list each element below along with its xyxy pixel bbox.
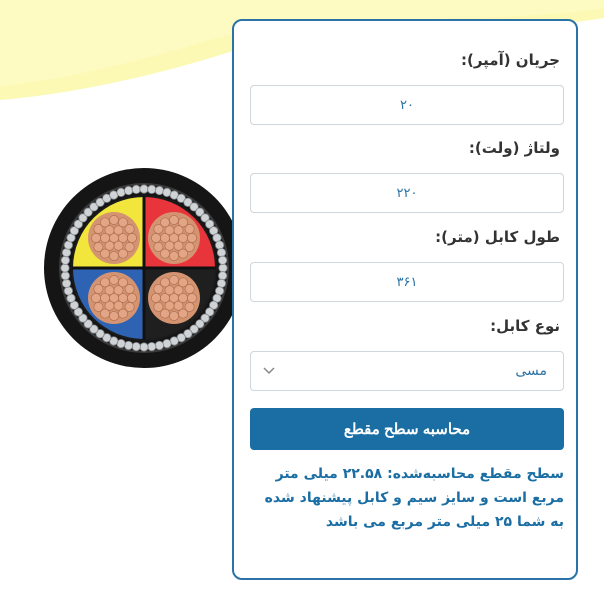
cable-image [38, 148, 260, 392]
copper-strand [160, 218, 169, 227]
armor-wire [124, 341, 132, 349]
copper-strand [125, 284, 134, 293]
copper-strand [160, 278, 169, 287]
copper-strand [169, 311, 178, 320]
copper-strand [109, 215, 118, 224]
armor-wire [217, 248, 225, 256]
copper-strand [118, 309, 127, 318]
copper-strand [109, 251, 118, 260]
copper-strand [100, 278, 109, 287]
copper-strand [169, 215, 178, 224]
armor-wire [163, 339, 171, 347]
armor-wire [219, 264, 227, 272]
armor-wire [117, 188, 125, 196]
current-label: جریان (آمپر): [460, 51, 560, 69]
copper-strand [125, 224, 134, 233]
copper-strand [109, 275, 118, 284]
length-label: طول کابل (متر): [435, 228, 560, 246]
length-input[interactable]: ۳۶۱ [250, 262, 564, 302]
armor-wire [132, 185, 140, 193]
copper-strand [187, 233, 196, 242]
armor-wire [217, 279, 225, 287]
armor-wire [140, 185, 148, 193]
copper-strand [94, 302, 103, 311]
copper-strand [154, 242, 163, 251]
armor-wire [148, 185, 156, 193]
calculator-panel [232, 19, 578, 580]
armor-wire [61, 256, 69, 264]
chevron-down-icon [263, 366, 275, 376]
armor-wire [64, 287, 72, 295]
copper-strand [154, 302, 163, 311]
copper-strand [118, 249, 127, 258]
armor-wire [155, 186, 163, 194]
cable-type-label: نوع کابل: [490, 317, 560, 335]
copper-strand [109, 311, 118, 320]
copper-strand [185, 284, 194, 293]
copper-strand [127, 293, 136, 302]
armor-wire [61, 272, 69, 280]
copper-strand [91, 293, 100, 302]
armor-wire [62, 279, 70, 287]
copper-strand [151, 233, 160, 242]
armor-wire [215, 241, 223, 249]
copper-strand [187, 293, 196, 302]
cable-type-value: مسی [515, 363, 547, 379]
cable-type-select[interactable] [250, 351, 564, 391]
armor-wire [155, 341, 163, 349]
armor-wire [148, 342, 156, 350]
armor-wire [218, 256, 226, 264]
copper-strand [178, 309, 187, 318]
calculate-button[interactable]: محاسبه سطح مقطع [250, 408, 564, 450]
armor-wire [61, 264, 69, 272]
armor-wire [140, 343, 148, 351]
copper-strand [151, 293, 160, 302]
cable-cross-section-icon [38, 148, 260, 392]
copper-strand [94, 242, 103, 251]
copper-strand [127, 233, 136, 242]
copper-strand [185, 224, 194, 233]
result-text: سطح مقطع محاسبه‌شده: ۲۲.۵۸ میلی متر مربع است و سایز سیم و کابل پیشنهاد شده به شما ۲۵ میلی متر مربع می باشد [264, 466, 564, 530]
voltage-input[interactable]: ۲۲۰ [250, 173, 564, 213]
armor-wire [62, 248, 70, 256]
armor-wire [124, 186, 132, 194]
armor-wire [218, 272, 226, 280]
copper-strand [91, 233, 100, 242]
copper-strand [169, 275, 178, 284]
copper-strand [178, 249, 187, 258]
voltage-label: ولتاژ (ولت): [468, 139, 560, 157]
copper-strand [100, 218, 109, 227]
armor-wire [132, 342, 140, 350]
copper-strand [169, 251, 178, 260]
current-input[interactable]: ۲۰ [250, 85, 564, 125]
